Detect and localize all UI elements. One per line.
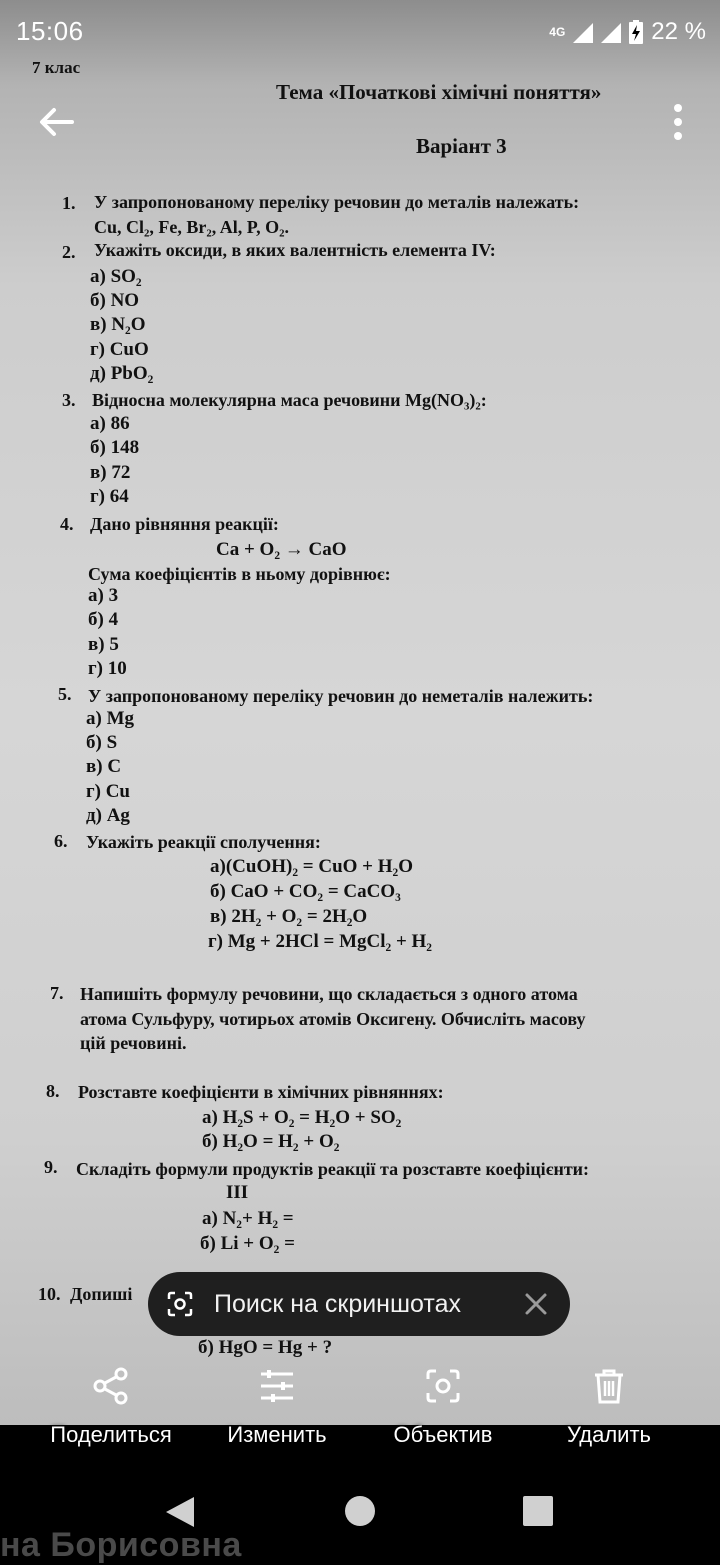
q7-line2: атома Сульфуру, чотирьох атомів Оксигену. Обчисліть масову xyxy=(80,1009,586,1029)
q9-number: 9. xyxy=(44,1157,58,1177)
q5-number: 5. xyxy=(58,684,72,704)
q4-option-c: в) 5 xyxy=(88,634,119,655)
more-options-button[interactable] xyxy=(666,102,690,142)
share-button[interactable] xyxy=(26,1360,196,1448)
paper-title: Тема «Початкові хімічні поняття» xyxy=(276,80,602,104)
status-time: 15:06 xyxy=(16,16,84,46)
background-name-text: на Борисовна xyxy=(0,1526,242,1564)
edit-label: Изменить xyxy=(227,1422,327,1447)
back-button[interactable] xyxy=(34,100,78,144)
q2-option-e: д) PbO₂ xyxy=(90,363,154,384)
q8-number: 8. xyxy=(46,1081,60,1101)
q4-option-a: а) 3 xyxy=(88,585,119,606)
q2-option-c: в) N₂O xyxy=(90,314,146,335)
q6-option-a: а)(CuOH)₂ = CuO + H₂O xyxy=(210,856,413,877)
q9-text: Складіть формули продуктів реакції та розставте коефіцієнти: xyxy=(76,1159,590,1179)
q3-option-c: в) 72 xyxy=(90,462,131,483)
q2-option-a: а) SO₂ xyxy=(90,266,142,287)
edit-button[interactable] xyxy=(192,1360,362,1448)
share-icon xyxy=(91,1366,131,1406)
delete-label: Удалить xyxy=(567,1422,651,1447)
q2-option-b: б) NO xyxy=(90,290,140,311)
lens-icon xyxy=(166,1290,194,1318)
signal-icon-2 xyxy=(601,22,621,42)
q5-option-d: г) Cu xyxy=(86,781,130,802)
q1-line2: Cu, Cl₂, Fe, Br₂, Al, P, O₂. xyxy=(94,217,290,237)
q4-option-d: г) 10 xyxy=(88,658,127,679)
q9-roman: III xyxy=(226,1182,249,1203)
q8-text: Розставте коефіцієнти в хімічних рівняннях: xyxy=(78,1082,444,1102)
grade-label: 7 клас xyxy=(32,58,81,77)
nav-home-icon[interactable] xyxy=(344,1495,376,1532)
q10-number: 10. xyxy=(38,1284,61,1304)
q6-number: 6. xyxy=(54,831,68,851)
close-chip-icon[interactable] xyxy=(522,1290,550,1318)
q10-option-b: б) HgO = Hg + ? xyxy=(198,1337,333,1358)
viewer-top-bar xyxy=(0,88,720,158)
share-label: Поделиться xyxy=(50,1422,172,1447)
q3-number: 3. xyxy=(62,390,76,410)
signal-icon xyxy=(573,22,593,42)
q5-option-a: а) Mg xyxy=(86,708,135,729)
q3-option-a: а) 86 xyxy=(90,413,130,434)
status-bar xyxy=(0,0,720,68)
q5-option-b: б) S xyxy=(86,732,118,753)
battery-charging-icon xyxy=(629,20,643,44)
q6-option-d: г) Mg + 2HCl = MgCl₂ + H₂ xyxy=(208,931,433,952)
q4-equation: Ca + O₂ → CaO xyxy=(216,539,347,560)
trash-icon xyxy=(589,1366,629,1406)
variant-title: Варіант 3 xyxy=(416,134,507,158)
q9-option-b: б) Li + O₂ = xyxy=(200,1233,295,1254)
q1-number: 1. xyxy=(62,193,76,213)
lens-button[interactable] xyxy=(358,1360,528,1448)
q3-option-b: б) 148 xyxy=(90,437,140,458)
q5-text: У запропонованому переліку речовин до неметалів належить: xyxy=(88,686,594,706)
q4-text: Дано рівняння реакції: xyxy=(90,514,279,534)
adjust-sliders-icon xyxy=(257,1366,297,1406)
lens-action-icon xyxy=(423,1366,463,1406)
q10-text: Допиші xyxy=(70,1284,133,1304)
delete-button[interactable] xyxy=(524,1360,694,1448)
q6-option-b: б) CaO + CO₂ = CaCO₃ xyxy=(210,881,401,902)
q2-option-d: г) CuO xyxy=(90,339,149,360)
q6-text: Укажіть реакції сполучення: xyxy=(86,832,321,852)
chip-label: Поиск на скриншотах xyxy=(214,1289,461,1318)
nav-recents-icon[interactable] xyxy=(522,1495,554,1532)
q3-text: Відносна молекулярна маса речовини Mg(NO₃)₂: xyxy=(92,390,487,410)
q9-option-a: а) N₂+ H₂ = xyxy=(202,1208,294,1229)
q7-line3: цій речовині. xyxy=(80,1033,187,1053)
screenshot-search-chip[interactable] xyxy=(148,1272,570,1336)
q2-number: 2. xyxy=(62,242,76,262)
q7-number: 7. xyxy=(50,983,64,1003)
q8-option-a: а) H₂S + O₂ = H₂O + SO₂ xyxy=(202,1107,402,1128)
q1-text: У запропонованому переліку речовин до металів належать: xyxy=(94,192,580,212)
q5-option-e: д) Ag xyxy=(86,805,130,826)
q8-option-b: б) H₂O = H₂ + O₂ xyxy=(202,1131,340,1152)
lens-label: Объектив xyxy=(393,1422,493,1447)
q2-text: Укажіть оксиди, в яких валентність елемента IV: xyxy=(94,240,496,260)
q4-option-b: б) 4 xyxy=(88,609,119,630)
battery-percent: 22 % xyxy=(651,18,706,45)
q7-line1: Напишіть формулу речовини, що складається з одного атома xyxy=(80,984,578,1004)
network-type: 4G xyxy=(549,25,566,39)
action-bar xyxy=(0,1360,720,1460)
q6-option-c: в) 2H₂ + O₂ = 2H₂O xyxy=(210,906,368,927)
q4-number: 4. xyxy=(60,514,74,534)
q3-option-d: г) 64 xyxy=(90,486,129,507)
q4-text2: Сума коефіцієнтів в ньому дорівнює: xyxy=(88,564,391,584)
q5-option-c: в) C xyxy=(86,756,122,777)
